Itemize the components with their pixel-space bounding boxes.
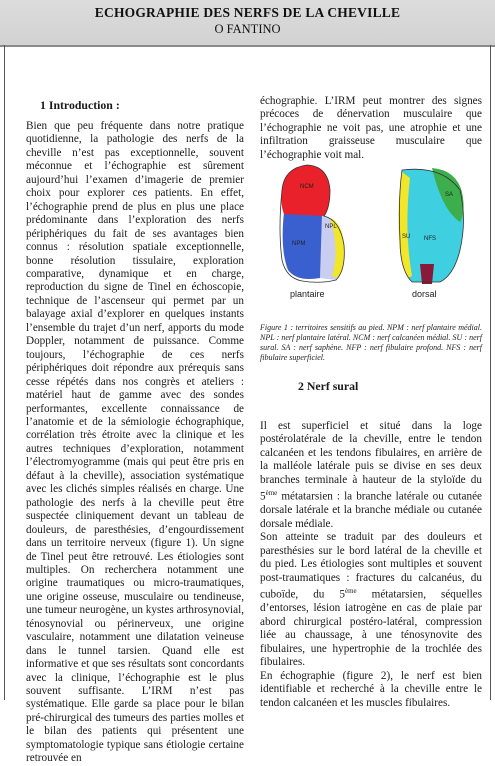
introduction-paragraph: Bien que peu fréquente dans notre pratique quotidienne, la pathologie des nerfs de la cheville n’est pas exceptionnelle, souvent méconnue et l’échographie est sûrement aujourd’hui l’examen d’imagerie de premier choix pour explorer ces patients. En effet, l’échographie prend de plus en plus une place prédominante dans l’exploration des nerfs périphériques du fait de ses avantages bien connus : résolution spatiale exceptionnelle, bonne résolution tissulaire, exploration comparative, dynamique et en charge, reproduction du signe de Tinel en échoscopie, technique de l’ascenseur qui permet par un balayage axial d’explorer en quelques instants l’ensemble du trajet d’un nerf, apports du mode Doppler, notamment de puissance. Comme toujours, l’échographie de ces nerfs périphériques doit répondre aux prérequis sans cesse répétés dans nos congrès et ateliers : matériel haut de gamme avec des sondes performantes, excellente connaissance de l’anatomie et de la sémiologie échographique, corrélation très étroite avec la clinique et les autres techniques d’exploration, notamment l’électromyogramme (mais qui peut être pris en défaut à la cheville), association systématique avec les clichés simples réalisés en charge. Une pathologie des nerfs à la cheville peut être suspectée cliniquement devant un tableau de douleurs, de paresthésies, d’engourdissement dans un territoire nerveux (figure 1). Un signe de Tinel peut être retrouvé. Les étiologies sont multiples. On recherchera notamment une origine traumatiques ou micro-traumatiques, une origine osseuse, musculaire ou tendineuse, une tumeur neurogène, un kystes arthrosynovial, ténosynovial ou périnerveux, une origine vasculaire, notamment une dilatation veineuse dans le tunnel tarsien. Quand elle est informative et que ses résultats sont concordants avec la clinique, l’échographie est le plus souvent suffisante. L’IRM n’est pas systématique. Elle garde sa place pour le bilan pré-chirurgical des tumeurs des parties molles et le bilan des patients qui présentent une symptomatologie typique sans étiologie certaine retrouvée en <box>26 120 244 765</box>
article-author: O FANTINO <box>214 22 281 36</box>
label-sa: SA <box>445 192 454 198</box>
nerf-sural-paragraph-3: En échographie (figure 2), le nerf est bien identifiable et recherché à la cheville entre le tendon calcanéen et les muscles fibulaires. <box>260 669 482 709</box>
figure-1-foot-territories <box>262 160 477 300</box>
nerf-sural-paragraph-1: Il est superficiel et situé dans la loge postérolatérale de la cheville, entre le tendon calcanéen et les tendons fibulaires, en arrière de la malléole latérale puis se divise en ses deux branches terminale à hauteur de la styloïde du 5ème métatarsien : la branche latérale ou cutanée dorsale latérale et la branche médiale ou cutanée dorsale médiale. <box>260 420 482 530</box>
left-margin-rule <box>4 45 5 700</box>
foot-territories-diagram <box>262 160 477 300</box>
dorsal-foot-view <box>398 168 463 299</box>
plantar-foot-view <box>280 165 344 299</box>
page-header <box>0 0 495 47</box>
label-plantaire: plantaire <box>290 289 325 299</box>
introduction-continuation: échographie. L’IRM peut montrer des signes précoces de dénervation musculaire que l’échographie ne voit pas, une atrophie et une infiltration graisseuse musculaire que l’échographie voit mal. <box>260 95 482 161</box>
label-nfs: NFS <box>424 236 436 242</box>
right-column-bottom <box>260 420 482 710</box>
nerf-sural-paragraph-2: Son atteinte se traduit par des douleurs et paresthésies sur le bord latéral de la cheville et du pied. Les étiologies sont multiples et souvent post-traumatiques : fractures du calcanéus, du cuboïde, du 5ème métatarsien, séquelles d’entorses, lésion iatrogène en cas de plaie par abord chirurgical postéro-latéral, compression liée au chaussage, à une ténosynovite des fibulaires, une hypertrophie de la trochlée des fibulaires. <box>260 531 482 669</box>
figure-1-caption: Figure 1 : territoires sensitifs au pied. NPM : nerf plantaire médial. NPL : nerf plantaire latéral. NCM : nerf calcanéen médial. SU : nerf sural. SA : nerf saphène. NFP : nerf fibulaire profond. NFS : nerf fibulaire superficiel. <box>260 323 482 362</box>
section-title-introduction: 1 Introduction : <box>40 98 120 112</box>
label-npm: NPM <box>292 241 306 247</box>
label-ncm: NCM <box>300 184 314 190</box>
section-title-nerf-sural: 2 Nerf sural <box>298 379 359 393</box>
left-column <box>26 120 244 766</box>
territory-ncm <box>281 165 330 216</box>
right-column-top <box>260 95 482 162</box>
article-title: ECHOGRAPHIE DES NERFS DE LA CHEVILLE <box>94 5 401 20</box>
territory-nfp <box>420 264 434 284</box>
right-margin-rule <box>490 45 491 700</box>
label-npl: NPL <box>325 224 337 230</box>
label-dorsal: dorsal <box>412 289 437 299</box>
label-su: SU <box>402 234 411 240</box>
